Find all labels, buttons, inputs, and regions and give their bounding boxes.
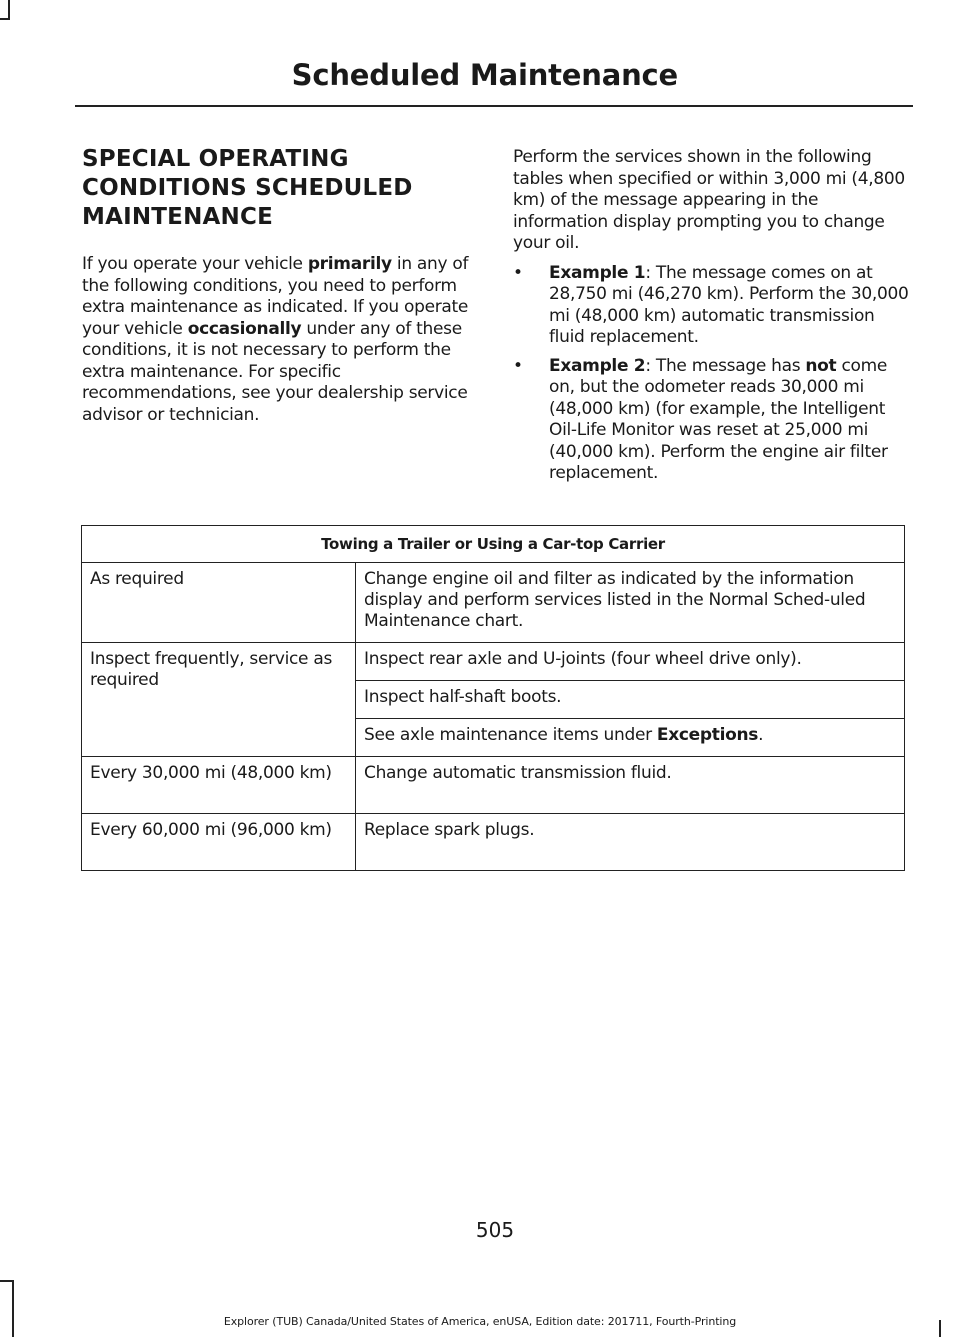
services-paragraph: Perform the services shown in the following tables when specified or within 3,000 mi (4,800 km) of the message appearing in the information display prompting you to change your oil.	[513, 147, 905, 253]
section-title-line-1: SPECIAL OPERATING	[82, 146, 349, 172]
intro-bold-primarily: primarily	[307, 254, 392, 274]
bullet: •	[513, 355, 523, 376]
service-cell: Replace spark plugs.	[356, 814, 905, 871]
intro-paragraph	[82, 254, 482, 426]
intro-text-2: in any of the following conditions, you need to perform extra maintenance as indicated. If you operate your vehicle	[82, 254, 469, 339]
table-row	[82, 814, 905, 871]
service-cell: Inspect half-shaft boots.	[356, 681, 905, 719]
footer-edition: Explorer (TUB) Canada/United States of America, enUSA, Edition date: 201711, Fourth-Printing	[223, 1315, 737, 1328]
example-bold-not: not	[805, 355, 837, 376]
example-text: : The message has	[645, 355, 806, 376]
left-column	[82, 145, 482, 426]
interval-cell: Every 30,000 mi (48,000 km)	[82, 757, 356, 814]
section-title	[82, 145, 482, 232]
table-title: Towing a Trailer or Using a Car-top Carrier	[82, 526, 905, 563]
list-item	[513, 263, 911, 349]
service-cell	[356, 719, 905, 757]
table-header-row	[82, 526, 905, 563]
examples-list	[513, 263, 911, 485]
crop-mark-top-left	[8, 0, 10, 20]
example-label: Example 2	[549, 355, 646, 376]
table-row	[82, 563, 905, 643]
page-header-title: Scheduled Maintenance	[291, 58, 678, 92]
service-cell: Change engine oil and filter as indicated by the information display and perform services listed in the Normal Sched-uled Maintenance chart.	[356, 563, 905, 643]
service-cell: Change automatic transmission fluid.	[356, 757, 905, 814]
intro-text-1: If you operate your vehicle	[82, 254, 308, 274]
example-text-cont: come on, but the odometer reads 30,000 mi (48,000 km) (for example, the Intelligent Oil-Life Monitor was reset at 25,000 mi (40,000 km). Perform the engine air filter replacement.	[549, 355, 888, 483]
header-rule	[75, 105, 913, 107]
right-column	[513, 147, 911, 492]
example-label: Example 1	[549, 262, 646, 283]
crop-mark-bottom-left-h	[0, 1280, 14, 1282]
crop-mark-bottom-left	[12, 1280, 14, 1337]
section-title-line-3: MAINTENANCE	[82, 204, 273, 230]
table-row	[82, 757, 905, 814]
maintenance-table	[81, 525, 905, 871]
service-text-end: .	[758, 725, 764, 745]
exceptions-bold: Exceptions	[656, 725, 759, 745]
intro-bold-occasionally: occasionally	[187, 318, 302, 339]
section-title-line-2: CONDITIONS SCHEDULED	[82, 175, 413, 201]
interval-cell: Inspect frequently, service as required	[82, 643, 356, 757]
table-row	[82, 643, 905, 681]
bullet: •	[513, 262, 523, 283]
list-item	[513, 356, 911, 485]
page-number: 505	[475, 1218, 515, 1242]
example-text: : The message comes on at 28,750 mi (46,270 km). Perform the 30,000 mi (48,000 km) automatic transmission fluid replacement.	[549, 262, 909, 347]
service-cell: Inspect rear axle and U-joints (four wheel drive only).	[356, 643, 905, 681]
interval-cell: As required	[82, 563, 356, 643]
interval-cell: Every 60,000 mi (96,000 km)	[82, 814, 356, 871]
crop-mark-top-left-h	[0, 18, 10, 20]
service-text: See axle maintenance items under	[364, 725, 657, 745]
intro-text-3: under any of these conditions, it is not necessary to perform the extra maintenance. For specific recommendations, see your dealership service advisor or technician.	[82, 318, 468, 425]
